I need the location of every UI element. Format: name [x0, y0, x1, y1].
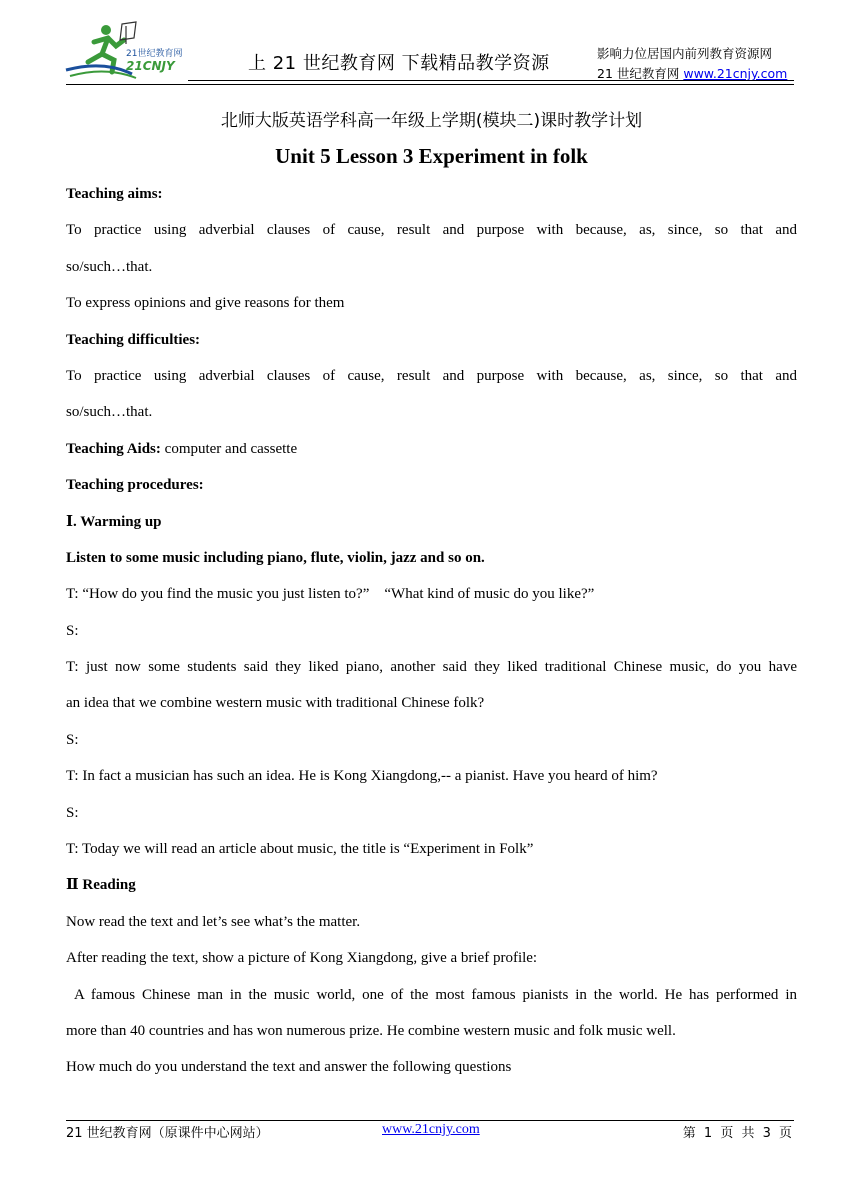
- page-header: [0, 0, 860, 90]
- aids-label: Teaching Aids:: [66, 440, 161, 457]
- teacher-line-1: T: “How do you find the music you just listen to?” “What kind of music do you like?”: [66, 586, 595, 603]
- page-footer: [66, 1122, 794, 1142]
- reading-line-1: Now read the text and let’s see what’s the matter.: [66, 913, 361, 930]
- teacher-line-2a: T: just now some students said they liked piano, another said they liked traditional Chinese music, do you have: [66, 659, 797, 676]
- page-number: 第 1 页 共 3 页: [682, 1126, 792, 1141]
- footer-site-link[interactable]: www.21cnjy.com: [382, 1122, 480, 1137]
- profile-line-1: A famous Chinese man in the music world, one of the most famous pianists in the world. He has performed in: [74, 986, 797, 1003]
- teacher-line-3: T: In fact a musician has such an idea. He is Kong Xiangdong,-- a pianist. Have you heard of him?: [66, 768, 658, 785]
- site-logo[interactable]: [64, 20, 189, 82]
- chinese-title: 北师大版英语学科高一年级上学期(模块二)课时教学计划: [220, 111, 643, 131]
- reading-line-2: After reading the text, show a picture of Kong Xiangdong, give a brief profile:: [66, 950, 538, 967]
- header-site-line: [597, 64, 787, 84]
- student-line-1: S:: [66, 622, 79, 639]
- header-site-link[interactable]: www.21cnjy.com: [683, 66, 788, 81]
- section-reading-heading: Ⅱ Reading: [66, 877, 136, 894]
- profile-line-2: more than 40 countries and has won numerous prize. He combine western music and folk music well.: [66, 1022, 676, 1039]
- difficulties-line-2: so/such…that.: [66, 404, 153, 421]
- aids-line: [66, 431, 797, 467]
- logo-text-bottom: 21CNJY: [126, 59, 175, 73]
- header-tagline: 影响力位居国内前列教育资源网: [597, 46, 773, 61]
- procedures-heading: Teaching procedures:: [66, 477, 204, 494]
- aims-line-1: To practice using adverbial clauses of cause, result and purpose with because, as, since, so that and: [66, 222, 797, 239]
- aims-line-3: To express opinions and give reasons for them: [66, 295, 345, 312]
- header-right-info: [597, 44, 787, 84]
- aids-value: computer and cassette: [160, 440, 298, 457]
- warming-up-instruction: Listen to some music including piano, flute, violin, jazz and so on.: [66, 549, 485, 566]
- difficulties-line-1: To practice using adverbial clauses of cause, result and purpose with because, as, since, so that and: [66, 367, 797, 384]
- english-title: Unit 5 Lesson 3 Experiment in folk: [275, 144, 588, 168]
- header-divider-lower: [66, 84, 794, 85]
- footer-site-name: 21 世纪教育网（原课件中心网站）: [66, 1126, 269, 1141]
- logo-text-top: 21世纪教育网: [126, 49, 183, 59]
- header-divider: [188, 80, 794, 81]
- student-line-2: S:: [66, 731, 79, 748]
- teacher-line-2b: an idea that we combine western music with traditional Chinese folk?: [66, 695, 485, 712]
- footer-divider: [66, 1120, 794, 1121]
- teacher-line-4: T: Today we will read an article about music, the title is “Experiment in Folk”: [66, 841, 534, 858]
- reading-line-3: How much do you understand the text and answer the following questions: [66, 1059, 512, 1076]
- aims-line-2: so/such…that.: [66, 258, 153, 275]
- document-body: [66, 106, 797, 1086]
- header-site-name: 21 世纪教育网: [597, 66, 684, 81]
- section-warming-up-heading: Ⅰ. Warming up: [66, 513, 162, 530]
- difficulties-heading: Teaching difficulties:: [66, 331, 201, 348]
- aims-heading: Teaching aims:: [66, 186, 163, 202]
- header-slogan: 上 21 世纪教育网 下载精品教学资源: [248, 53, 550, 74]
- student-line-3: S:: [66, 804, 79, 821]
